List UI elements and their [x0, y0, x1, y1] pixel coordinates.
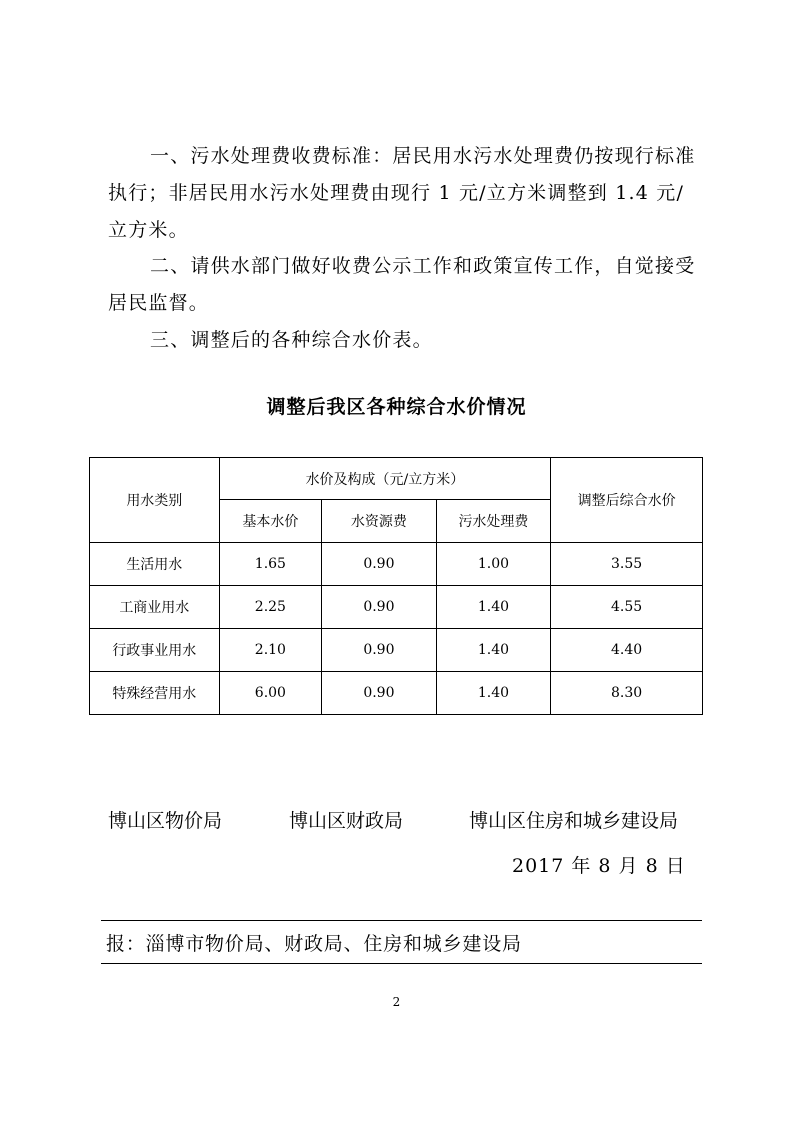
cell-total-price: 4.55: [551, 586, 703, 629]
divider-top: [101, 920, 702, 921]
cell-category: 工商业用水: [90, 586, 220, 629]
paragraph-price-table-intro: 三、调整后的各种综合水价表。: [150, 329, 433, 351]
cell-resource-fee: 0.90: [322, 672, 437, 715]
table-row: [90, 543, 703, 586]
header-category: 用水类别: [90, 458, 220, 543]
cell-resource-fee: 0.90: [322, 629, 437, 672]
cell-sewage-fee: 1.40: [436, 586, 551, 629]
cell-total-price: 3.55: [551, 543, 703, 586]
cell-category: 特殊经营用水: [90, 672, 220, 715]
table-row: [90, 629, 703, 672]
signer-housing-bureau: 博山区住房和城乡建设局: [469, 810, 679, 832]
cell-base-price: 6.00: [219, 672, 322, 715]
table-row: [90, 672, 703, 715]
water-price-table: [89, 457, 703, 715]
cell-total-price: 8.30: [551, 672, 703, 715]
header-total-price: 调整后综合水价: [551, 458, 703, 543]
cell-total-price: 4.40: [551, 629, 703, 672]
cell-category: 行政事业用水: [90, 629, 220, 672]
signer-price-bureau: 博山区物价局: [108, 810, 223, 832]
cell-base-price: 1.65: [219, 543, 322, 586]
paragraph-publicity-notice: 二、请供水部门做好收费公示工作和政策宣传工作，自觉接受居民监督。: [108, 255, 696, 314]
header-price-composition: 水价及构成（元/立方米）: [219, 458, 551, 500]
cell-resource-fee: 0.90: [322, 586, 437, 629]
issue-date: 2017 年 8 月 8 日: [512, 855, 686, 877]
paragraph-sewage-fee-standard: 一、污水处理费收费标准：居民用水污水处理费仍按现行标准执行；非居民用水污水处理费由现行 1 元/立方米调整到 1.4 元/立方米。: [108, 145, 696, 241]
cell-base-price: 2.25: [219, 586, 322, 629]
signer-finance-bureau: 博山区财政局: [289, 810, 404, 832]
page-number: 2: [392, 995, 401, 1009]
header-sewage-fee: 污水处理费: [436, 500, 551, 543]
cell-base-price: 2.10: [219, 629, 322, 672]
cell-sewage-fee: 1.00: [436, 543, 551, 586]
table-header-row: [90, 458, 703, 500]
table-title: 调整后我区各种综合水价情况: [266, 396, 527, 418]
cell-sewage-fee: 1.40: [436, 672, 551, 715]
header-base-price: 基本水价: [219, 500, 322, 543]
table-row: [90, 586, 703, 629]
divider-bottom: [101, 963, 702, 964]
cell-category: 生活用水: [90, 543, 220, 586]
cell-sewage-fee: 1.40: [436, 629, 551, 672]
report-recipients: 报：淄博市物价局、财政局、住房和城乡建设局: [106, 933, 522, 955]
cell-resource-fee: 0.90: [322, 543, 437, 586]
header-resource-fee: 水资源费: [322, 500, 437, 543]
